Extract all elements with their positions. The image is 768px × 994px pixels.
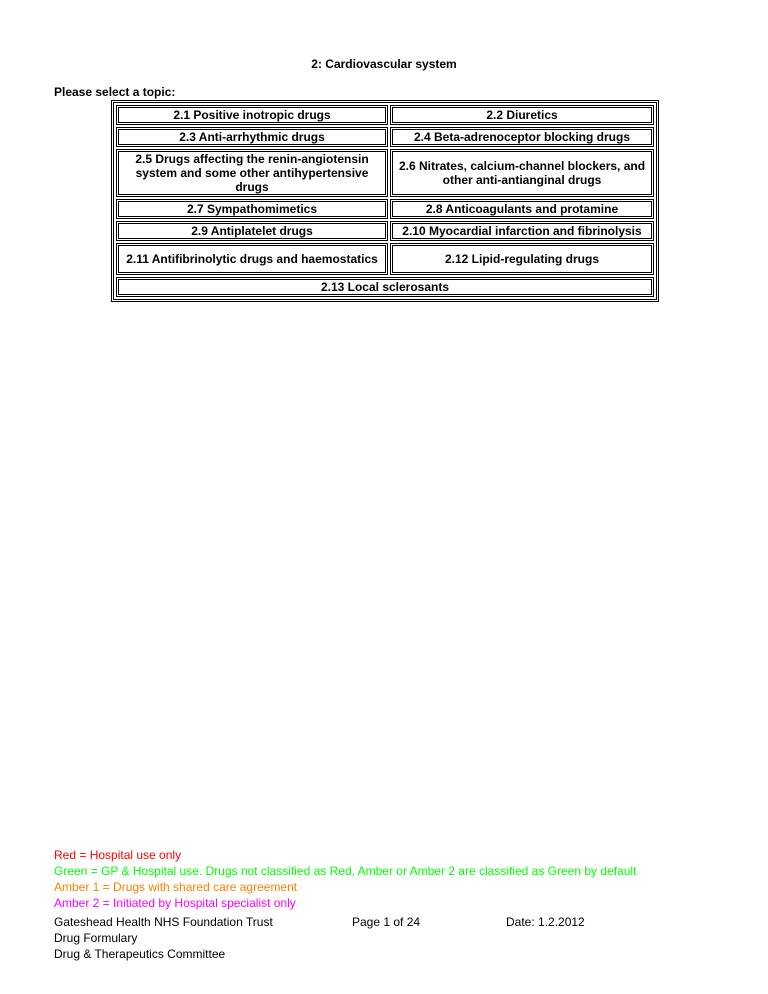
- topic-link-2-1[interactable]: 2.1 Positive inotropic drugs: [116, 105, 388, 125]
- topic-link-2-2[interactable]: 2.2 Diuretics: [390, 105, 654, 125]
- table-row: [116, 149, 654, 197]
- topic-link-2-8[interactable]: 2.8 Anticoagulants and protamine: [390, 199, 654, 219]
- topic-prompt: Please select a topic:: [54, 85, 176, 99]
- legend-amber2: Amber 2 = Initiated by Hospital specialist only: [54, 896, 296, 910]
- topic-table: [111, 100, 659, 302]
- footer-date: Date: 1.2.2012: [506, 915, 585, 929]
- topic-link-2-4[interactable]: 2.4 Beta-adrenoceptor blocking drugs: [390, 127, 654, 147]
- table-row: [116, 199, 654, 219]
- table-row: [116, 221, 654, 241]
- legend-green: Green = GP & Hospital use. Drugs not classified as Red, Amber or Amber 2 are classified as Green by default: [54, 864, 637, 878]
- footer-page-number: Page 1 of 24: [352, 915, 421, 929]
- topic-link-2-5[interactable]: 2.5 Drugs affecting the renin-angiotensin system and some other antihypertensive drugs: [116, 149, 388, 197]
- legend-red: Red = Hospital use only: [54, 848, 182, 862]
- footer-organisation: [54, 914, 273, 962]
- topic-link-2-9[interactable]: 2.9 Antiplatelet drugs: [116, 221, 388, 241]
- topic-link-2-10[interactable]: 2.10 Myocardial infarction and fibrinolysis: [390, 221, 654, 241]
- footer-org-line: Drug Formulary: [54, 931, 138, 945]
- table-row: [116, 277, 654, 297]
- footer-org-line: Drug & Therapeutics Committee: [54, 947, 226, 961]
- colour-legend: [54, 847, 636, 911]
- footer-org-line: Gateshead Health NHS Foundation Trust: [54, 915, 273, 929]
- topic-link-2-6[interactable]: 2.6 Nitrates, calcium-channel blockers, and other anti-antianginal drugs: [390, 149, 654, 197]
- topic-link-2-13[interactable]: 2.13 Local sclerosants: [116, 277, 654, 297]
- table-row: [116, 243, 654, 275]
- table-row: [116, 127, 654, 147]
- topic-link-2-3[interactable]: 2.3 Anti-arrhythmic drugs: [116, 127, 388, 147]
- topic-link-2-12[interactable]: 2.12 Lipid-regulating drugs: [390, 243, 654, 275]
- page-title: 2: Cardiovascular system: [311, 57, 457, 71]
- topic-link-2-7[interactable]: 2.7 Sympathomimetics: [116, 199, 388, 219]
- topic-link-2-11[interactable]: 2.11 Antifibrinolytic drugs and haemostatics: [116, 243, 388, 275]
- table-row: [116, 105, 654, 125]
- legend-amber1: Amber 1 = Drugs with shared care agreement: [54, 880, 298, 894]
